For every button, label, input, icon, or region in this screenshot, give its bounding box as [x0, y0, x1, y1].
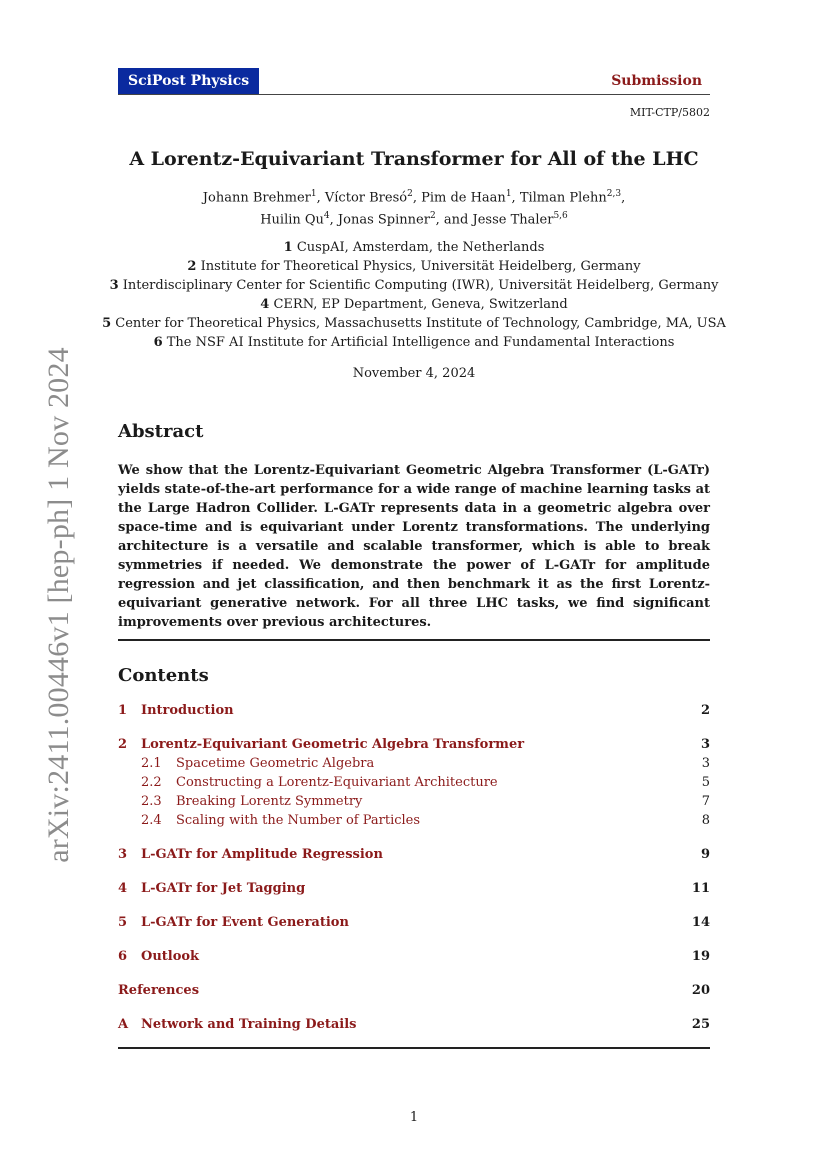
author-name: Jesse Thaler — [472, 212, 554, 228]
affiliation-number: 6 — [153, 335, 163, 350]
toc-label: References — [118, 983, 200, 998]
toc-label: Breaking Lorentz Symmetry — [176, 794, 363, 809]
toc-label: Constructing a Lorentz-Equivariant Architecture — [176, 775, 498, 790]
toc-page-number: 5 — [701, 775, 710, 790]
author-name: Johann Brehmer — [202, 190, 311, 206]
toc-label: Scaling with the Number of Particles — [176, 813, 421, 828]
toc-subsection-link[interactable] — [118, 756, 710, 775]
toc-label: Spacetime Geometric Algebra — [176, 756, 375, 771]
author-affiliation-marker: 4 — [323, 211, 330, 222]
toc-page-number: 25 — [691, 1017, 710, 1032]
toc-number: 2.3 — [141, 794, 162, 809]
toc-number: 2.2 — [141, 775, 162, 790]
author-name: Huilin Qu — [260, 212, 324, 228]
toc-page-number: 11 — [691, 881, 710, 896]
toc-subsection-link[interactable] — [118, 794, 710, 813]
author-name: Pim de Haan — [421, 190, 506, 206]
abstract-divider — [118, 639, 710, 641]
toc-section-link[interactable] — [118, 949, 710, 968]
preprint-number: MIT-CTP/5802 — [629, 106, 710, 119]
page-header — [118, 68, 710, 95]
affiliation-number: 3 — [109, 278, 119, 293]
toc-number: A — [118, 1017, 129, 1032]
toc-page-number: 3 — [700, 737, 710, 752]
toc-section-link[interactable] — [118, 881, 710, 900]
contents-divider — [118, 1047, 710, 1049]
toc-label: L-GATr for Amplitude Regression — [141, 847, 383, 862]
toc-page-number: 3 — [701, 756, 710, 771]
abstract-heading: Abstract — [118, 421, 204, 442]
author-affiliation-marker: 1 — [310, 189, 317, 199]
affiliation-item — [60, 295, 768, 314]
toc-subsection-link[interactable] — [118, 813, 710, 832]
header-divider — [118, 94, 710, 95]
affiliation-number: 4 — [260, 297, 270, 312]
affiliation-item — [60, 314, 768, 333]
author-affiliation-marker: 1 — [505, 189, 512, 199]
toc-page-number: 9 — [700, 847, 710, 862]
affiliation-number: 5 — [102, 316, 112, 331]
affiliation-number: 1 — [283, 240, 293, 255]
affiliation-text: CERN, EP Department, Geneva, Switzerland — [273, 297, 568, 312]
affiliation-list — [60, 238, 768, 352]
affiliation-item — [60, 276, 768, 295]
toc-page-number: 14 — [691, 915, 710, 930]
affiliation-number: 2 — [187, 259, 197, 274]
toc-number: 5 — [118, 915, 128, 930]
abstract-text: We show that the Lorentz-Equivariant Geometric Algebra Transformer (L-GATr) yields state-of-the-art performance for a wide range of machine learning tasks at the Large Hadron Collider. L-GATr represents data in a geometric algebra over space-time and is equivariant under Lorentz transformations. The underlying architecture is a versatile and scalable transformer, which is able to break symmetries if needed. We demonstrate the power of L-GATr for amplitude regression and jet classification, and then benchmark it as the first Lorentz-equivariant generative network. For all three LHC tasks, we find significant improvements over previous architectures. — [118, 463, 710, 630]
toc-section-link[interactable] — [118, 1017, 710, 1036]
author-list: Johann Brehmer$^1$, Víctor Bresó$^2$, Pim de Haan$^1$, Tilman Plehn$^{2,3}$, Huilin Qu$^4$, Jonas Spinner$^2$, and Jesse Thaler$^{5,6}$ — [202, 189, 626, 228]
toc-page-number: 7 — [701, 794, 710, 809]
affiliation-text: Institute for Theoretical Physics, Universität Heidelberg, Germany — [200, 259, 641, 274]
toc-number: 2.4 — [141, 813, 162, 828]
affiliation-text: Center for Theoretical Physics, Massachusetts Institute of Technology, Cambridge, MA, USA — [115, 316, 726, 331]
paper-title: A Lorentz-Equivariant Transformer for All of the LHC — [129, 148, 699, 170]
toc-number: 6 — [118, 949, 128, 964]
toc-number: 4 — [118, 881, 128, 896]
toc-label: Lorentz-Equivariant Geometric Algebra Transformer — [141, 737, 525, 752]
affiliation-text: Interdisciplinary Center for Scientific Computing (IWR), Universität Heidelberg, Germany — [122, 278, 719, 293]
toc-section-link[interactable] — [118, 703, 710, 722]
arxiv-identifier: arXiv:2411.00446v1 [hep-ph] 1 Nov 2024 — [42, 347, 75, 863]
toc-section-link[interactable] — [118, 737, 710, 756]
author-name: Jonas Spinner — [337, 212, 430, 228]
author-affiliation-marker: 2 — [407, 189, 413, 199]
page-number: 1 — [409, 1110, 419, 1125]
toc-label: Introduction — [141, 703, 234, 718]
affiliation-text: The NSF AI Institute for Artificial Intelligence and Fundamental Interactions — [166, 335, 675, 350]
toc-number: 1 — [118, 703, 128, 718]
toc-label: L-GATr for Event Generation — [141, 915, 349, 930]
toc-number: 2 — [118, 737, 128, 752]
toc-section-link[interactable] — [118, 847, 710, 866]
toc-page-number: 20 — [691, 983, 710, 998]
toc-section-link[interactable] — [118, 915, 710, 934]
affiliation-text: CuspAI, Amsterdam, the Netherlands — [296, 240, 545, 255]
journal-badge[interactable]: SciPost Physics — [118, 68, 259, 94]
toc-label: L-GATr for Jet Tagging — [141, 881, 306, 896]
toc-label: Network and Training Details — [141, 1017, 357, 1032]
toc-number: 3 — [118, 847, 128, 862]
author-name: Tilman Plehn — [519, 190, 607, 206]
toc-subsection-link[interactable] — [118, 775, 710, 794]
publication-date: November 4, 2024 — [352, 366, 476, 381]
author-name: Víctor Bresó — [324, 190, 408, 206]
contents-heading: Contents — [118, 665, 209, 686]
author-affiliation-marker: 5,6 — [553, 211, 568, 222]
affiliation-item — [60, 238, 768, 257]
toc-section-link[interactable] — [118, 983, 710, 1002]
toc-page-number: 2 — [700, 703, 710, 718]
submission-label: Submission — [611, 73, 702, 89]
toc-page-number: 8 — [701, 813, 710, 828]
affiliation-item — [60, 257, 768, 276]
toc-page-number: 19 — [691, 949, 710, 964]
toc-number: 2.1 — [141, 756, 162, 771]
toc-label: Outlook — [141, 949, 200, 964]
affiliation-item — [60, 333, 768, 352]
author-affiliation-marker: 2,3 — [606, 189, 622, 199]
author-affiliation-marker: 2 — [429, 211, 436, 222]
